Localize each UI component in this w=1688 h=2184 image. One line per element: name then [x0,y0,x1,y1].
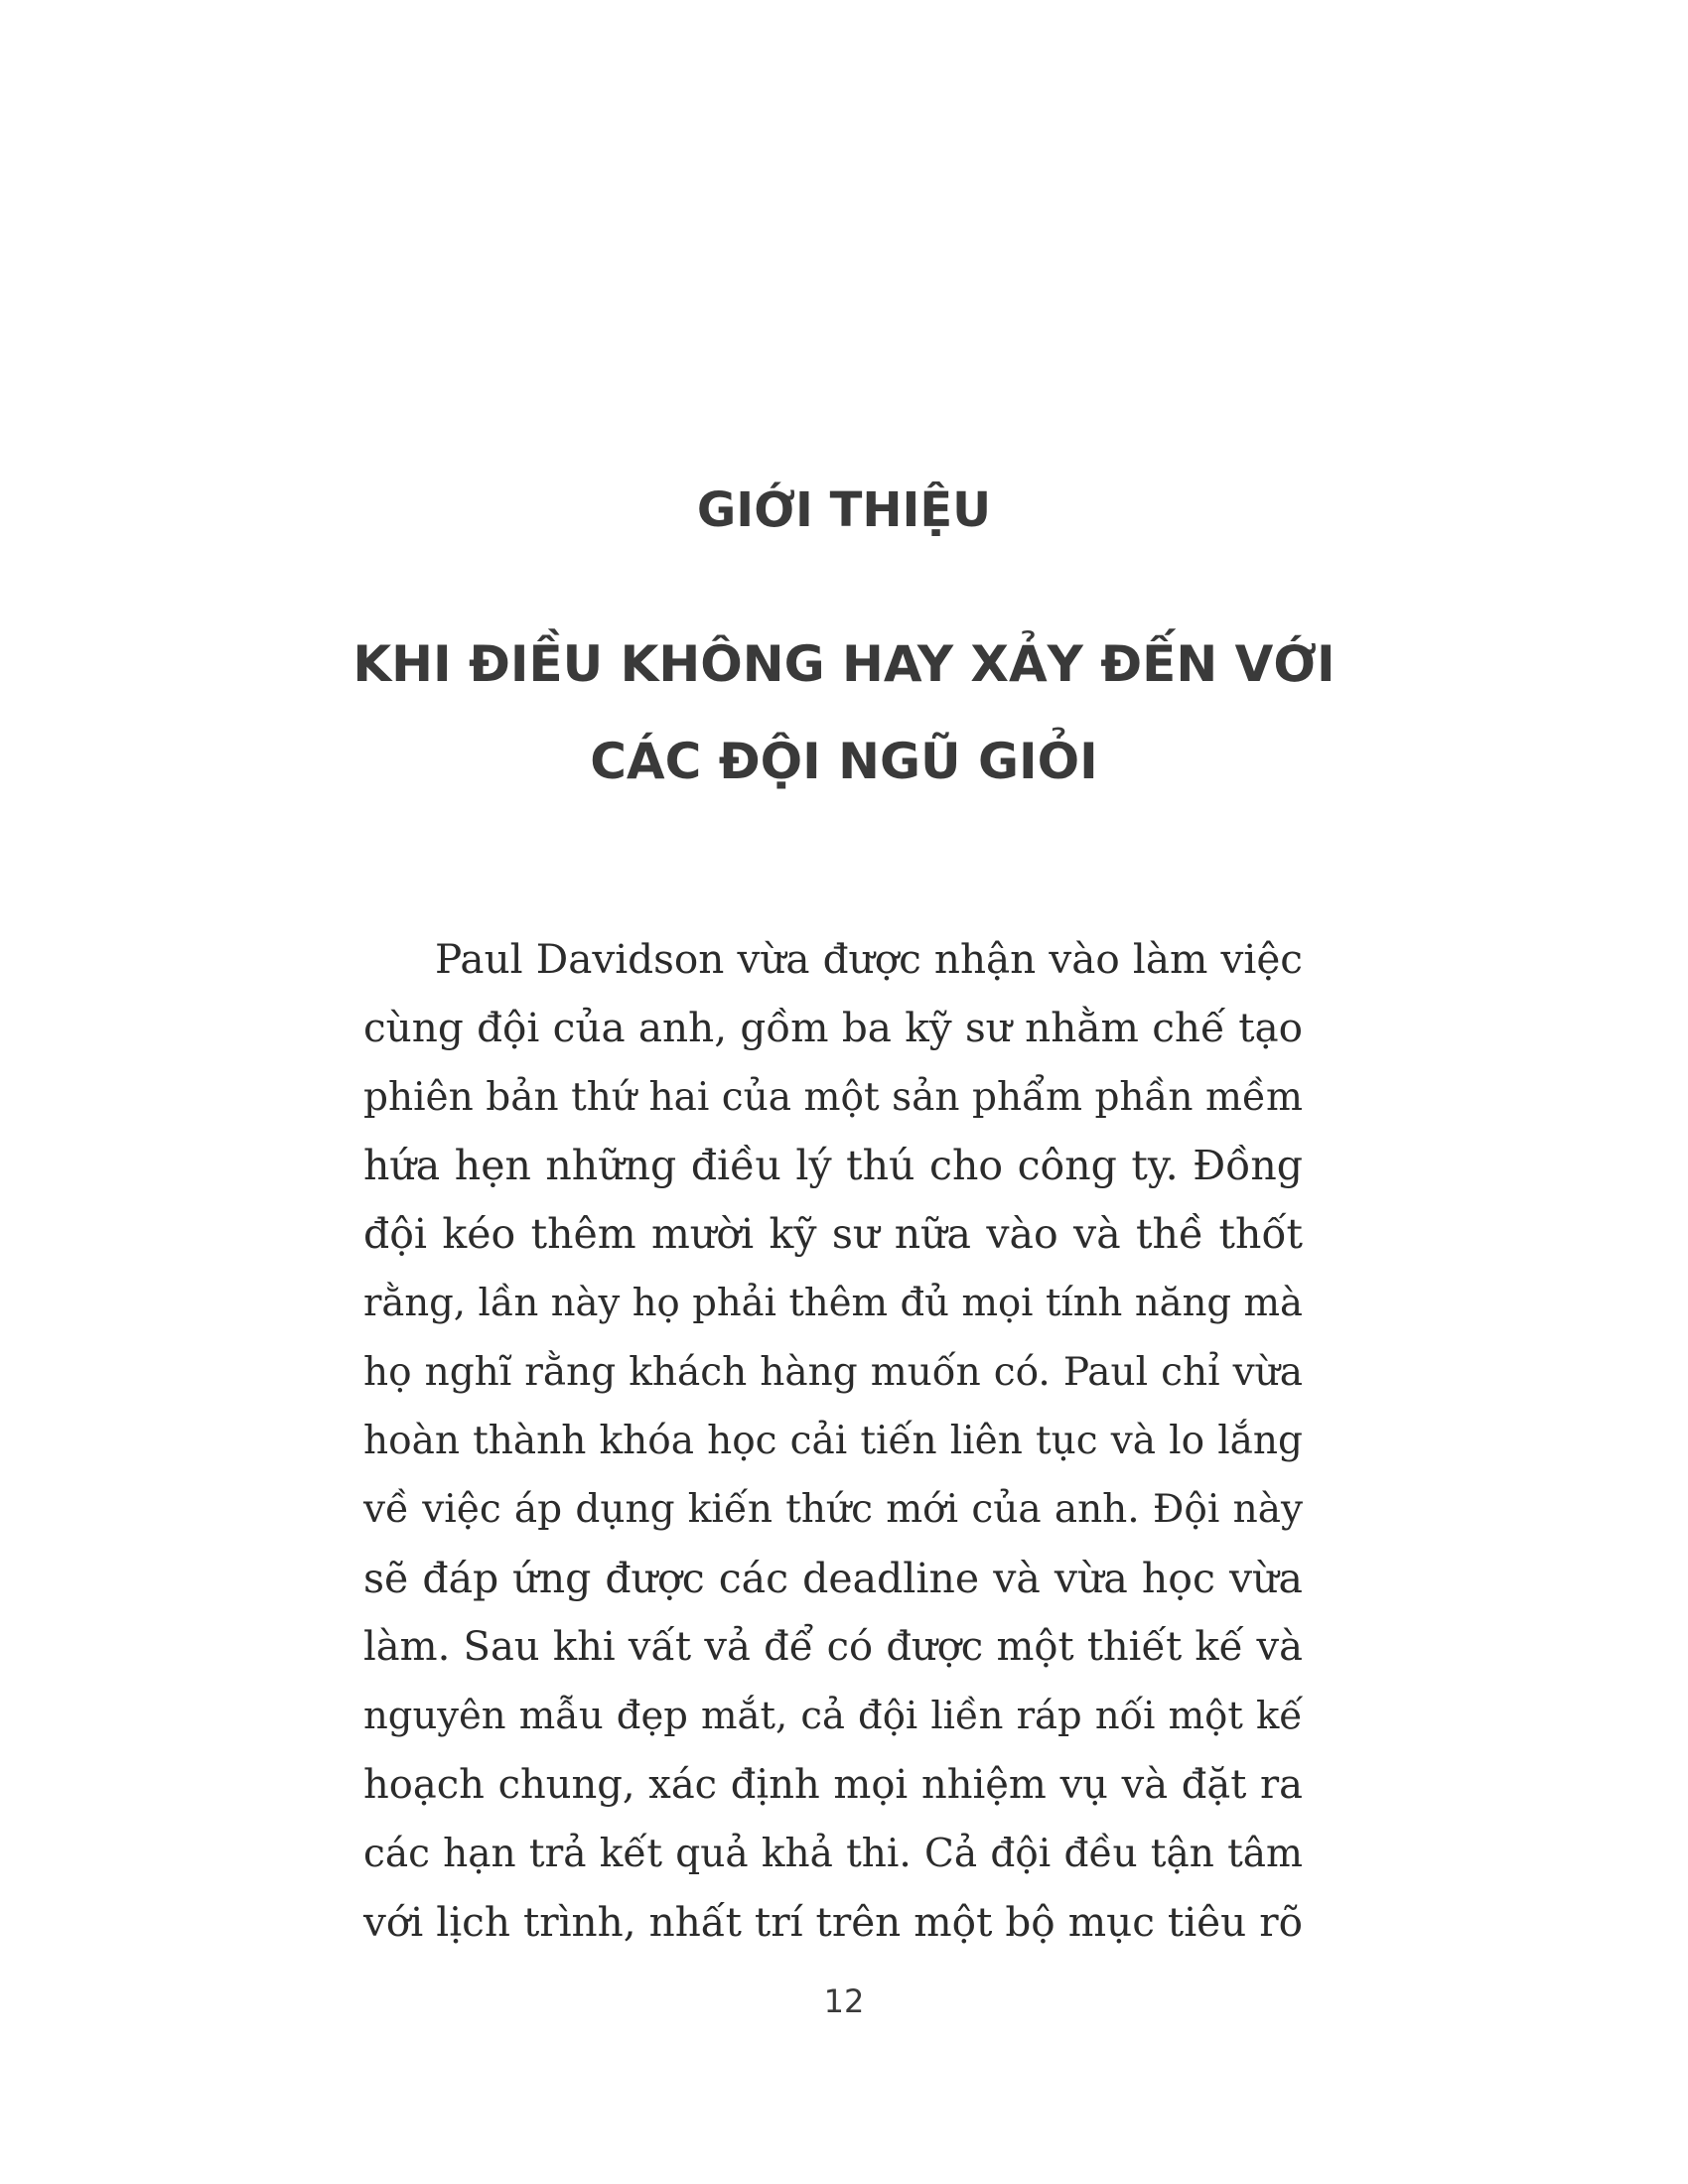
chapter-label: GIỚI THIỆU [696,482,992,538]
page-number: 12 [823,1982,865,2020]
body-line: nguyên mẫu đẹp mắt, cả đội liền ráp nối một kế [363,1694,1303,1739]
body-line: hoàn thành khóa học cải tiến liên tục và lo lắng [363,1419,1303,1464]
chapter-title [0,615,1688,810]
body-line: sẽ đáp ứng được các deadline và vừa học vừa [363,1554,1303,1602]
body-line: về việc áp dụng kiến thức mới của anh. Đội này [363,1487,1303,1533]
body-line: cùng đội của anh, gồm ba kỹ sư nhằm chế tạo [363,1004,1303,1052]
body-line: rằng, lần này họ phải thêm đủ mọi tính năng mà [363,1281,1303,1326]
chapter-title-line: CÁC ĐỘI NGŨ GIỎI [590,733,1098,790]
body-paragraph [363,925,1303,1957]
body-line: làm. Sau khi vất vả để có được một thiết kế và [363,1623,1303,1670]
body-line: phiên bản thứ hai của một sản phẩm phần mềm [363,1074,1303,1120]
body-line: đội kéo thêm mười kỹ sư nữa vào và thề thốt [363,1210,1303,1259]
body-line: hứa hẹn những điều lý thú cho công ty. Đồng [363,1141,1303,1189]
body-line: các hạn trả kết quả khả thi. Cả đội đều tận tâm [363,1831,1303,1876]
body-line: họ nghĩ rằng khách hàng muốn có. Paul chỉ vừa [363,1349,1303,1395]
body-line: hoạch chung, xác định mọi nhiệm vụ và đặt ra [363,1761,1303,1808]
chapter-title-line: KHI ĐIỀU KHÔNG HAY XẢY ĐẾN VỚI [352,635,1336,693]
body-line: với lịch trình, nhất trí trên một bộ mục tiêu rõ [363,1898,1303,1947]
body-line: Paul Davidson vừa được nhận vào làm việc [435,935,1303,983]
